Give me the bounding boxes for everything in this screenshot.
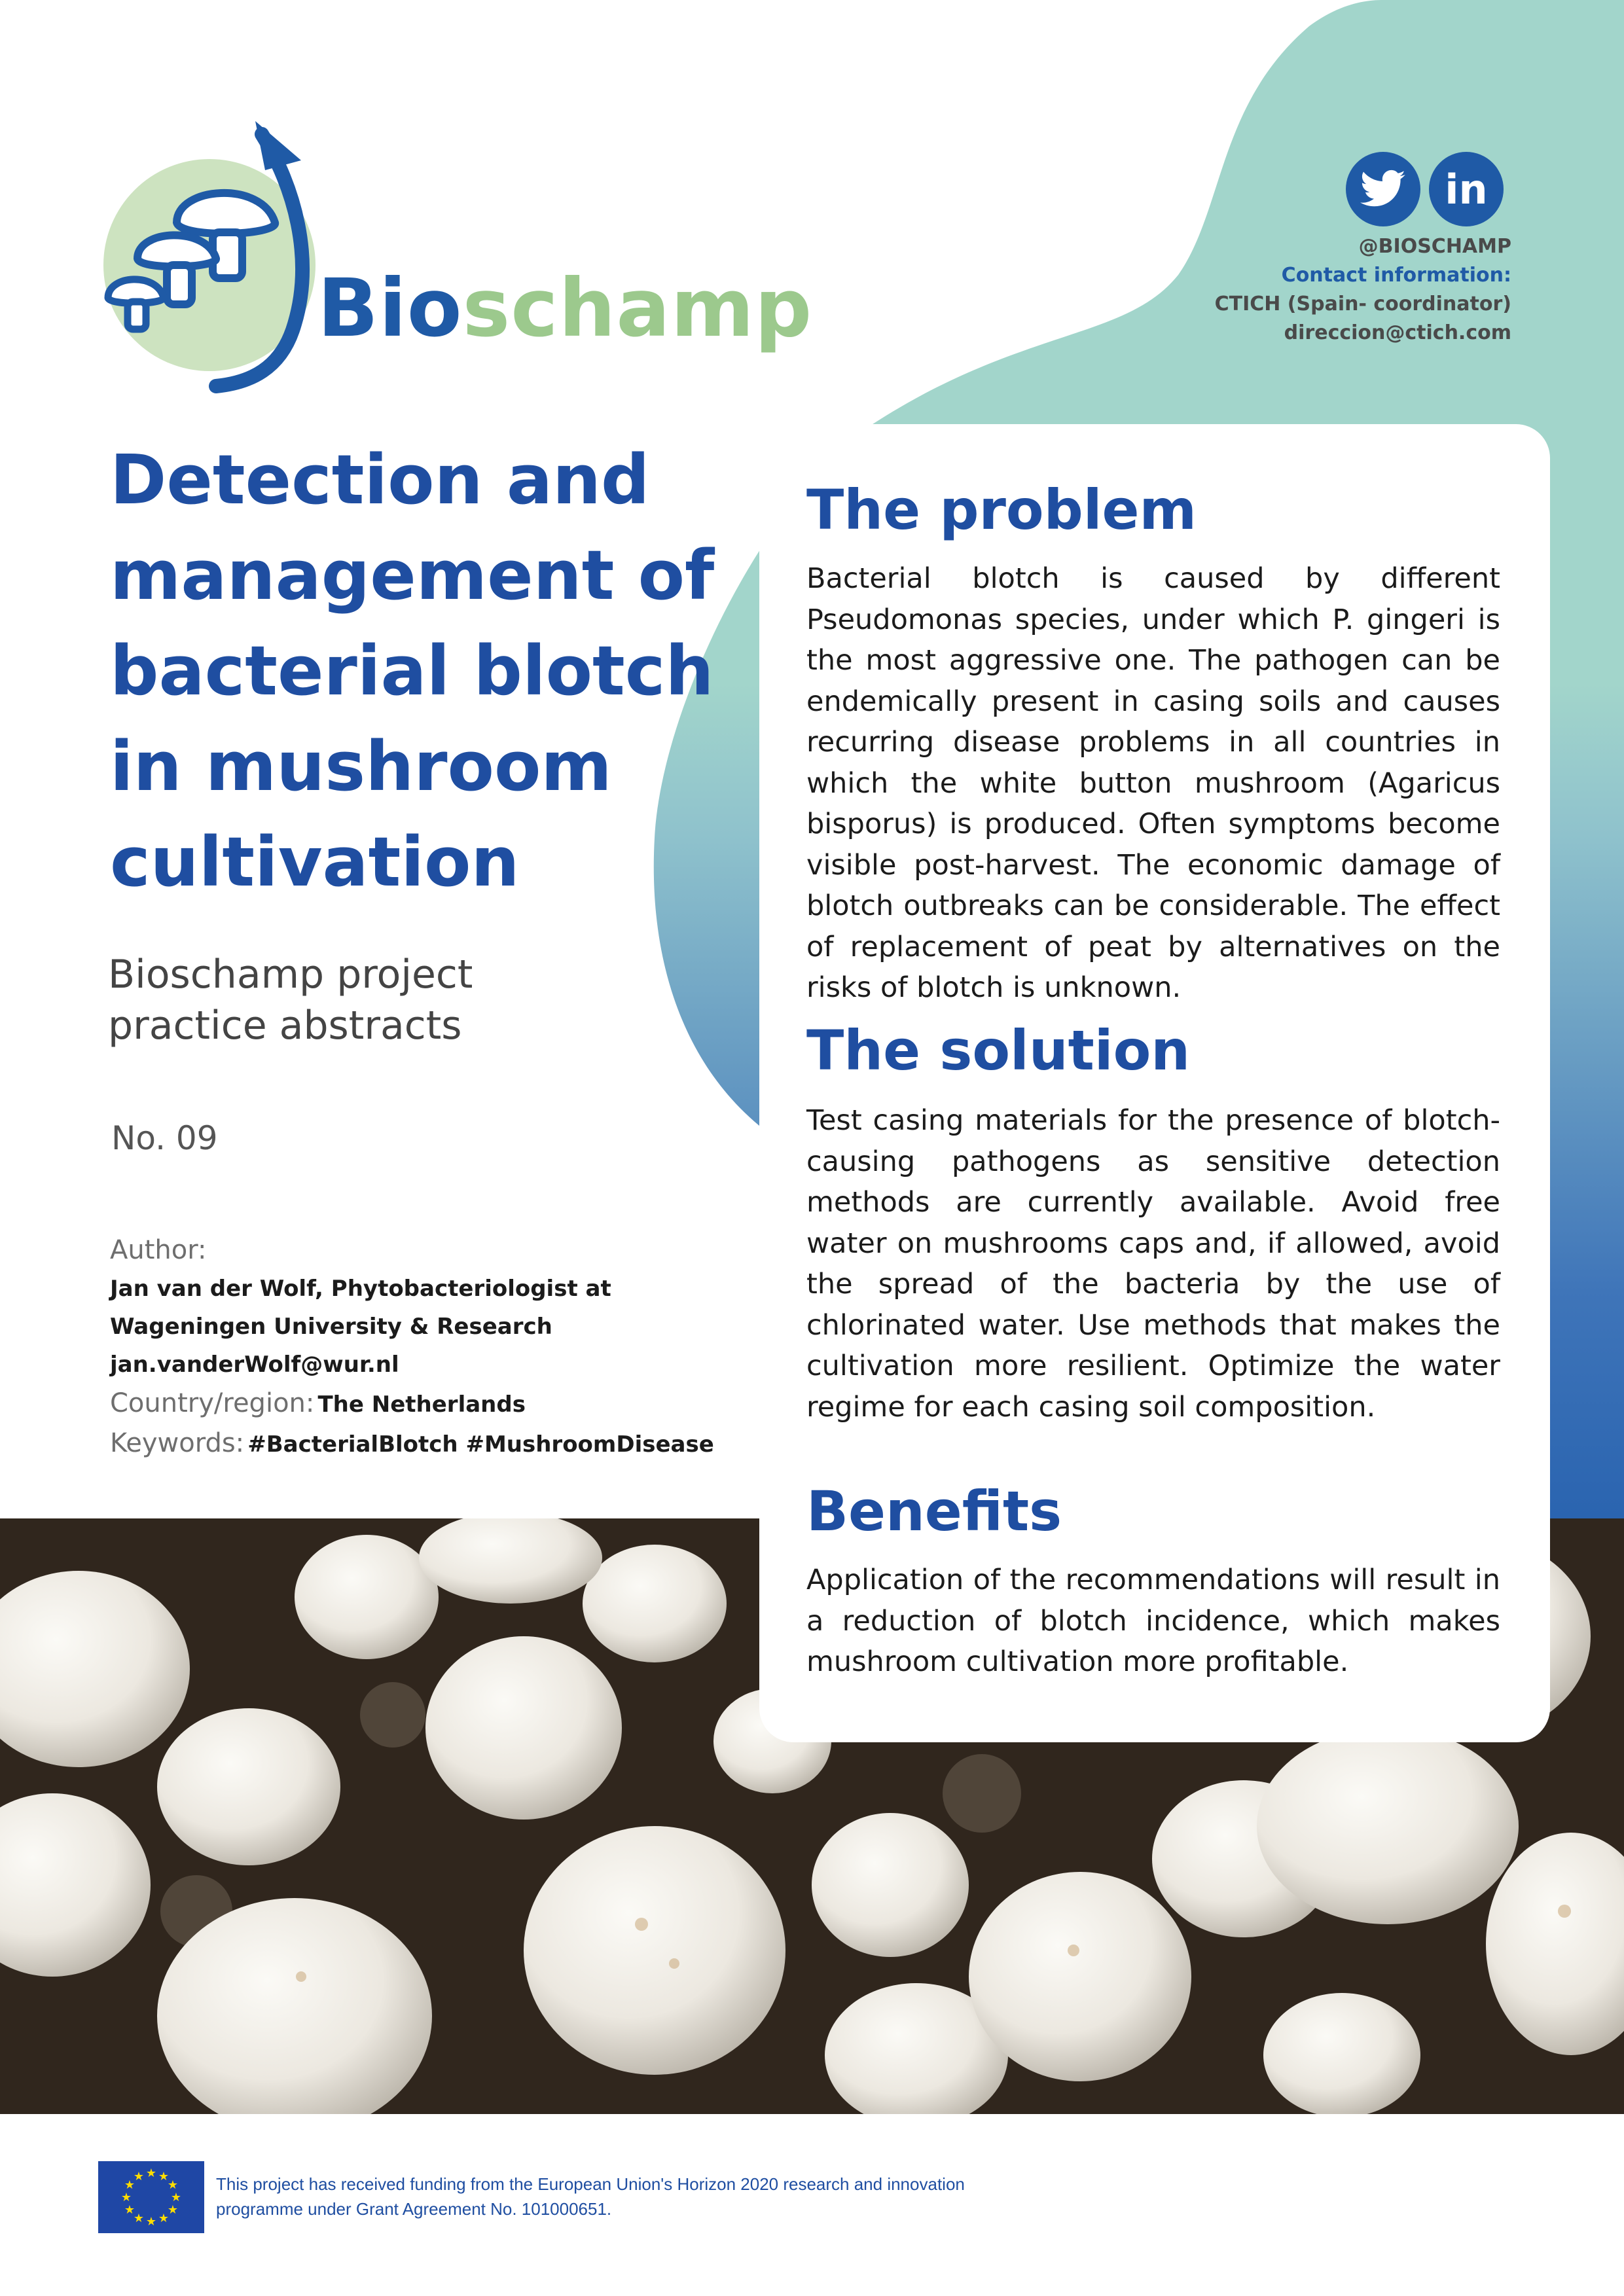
title-line: management of	[110, 535, 715, 615]
logo-word-part1: Bio	[317, 262, 463, 355]
logo-wordmark	[317, 262, 812, 355]
svg-text:★: ★	[170, 2191, 182, 2204]
svg-text:★: ★	[145, 2166, 157, 2180]
funding-line: programme under Grant Agreement No. 101000651.	[216, 2199, 612, 2219]
svg-text:★: ★	[124, 2203, 135, 2217]
author-label: Author:	[110, 1235, 207, 1265]
author-email[interactable]: jan.vanderWolf@wur.nl	[110, 1352, 399, 1378]
contact-label: Contact information:	[1281, 264, 1511, 287]
author-line: Jan van der Wolf, Phytobacteriologist at	[110, 1276, 611, 1302]
linkedin-icon[interactable]	[1429, 152, 1504, 226]
svg-text:★: ★	[120, 2191, 132, 2204]
svg-text:★: ★	[133, 2212, 145, 2225]
subtitle-line: practice abstracts	[108, 1003, 462, 1049]
country-row	[110, 1384, 751, 1424]
svg-text:★: ★	[167, 2178, 179, 2192]
title-line: bacterial blotch	[110, 631, 714, 711]
subtitle	[108, 949, 697, 1051]
solution-heading: The solution	[806, 1018, 1191, 1083]
svg-text:★: ★	[124, 2178, 135, 2192]
twitter-icon[interactable]	[1346, 152, 1420, 226]
subtitle-line: Bioschamp project	[108, 952, 473, 997]
twitter-bird-icon	[1360, 170, 1406, 209]
funding-line: This project has received funding from the European Union's Horizon 2020 research and innovation	[216, 2174, 965, 2194]
country-label: Country/region:	[110, 1388, 315, 1418]
bioschamp-logo	[98, 108, 813, 396]
eu-flag-icon	[98, 2161, 204, 2233]
coordinator-text: CTICH (Spain- coordinator)	[1214, 293, 1511, 315]
funding-notice	[216, 2172, 1067, 2221]
svg-text:★: ★	[145, 2215, 157, 2229]
eu-stars-icon	[98, 2161, 204, 2233]
svg-text:★: ★	[158, 2170, 170, 2183]
svg-text:★: ★	[133, 2170, 145, 2183]
contact-email: direccion@ctich.com	[1284, 321, 1511, 344]
problem-heading: The problem	[806, 478, 1197, 542]
benefits-text: Application of the recommendations will result in a reduction of blotch incidence, which makes mushroom cultivation more profitable.	[806, 1564, 1500, 1678]
benefits-heading: Benefits	[806, 1479, 1062, 1543]
social-handle: @BIOSCHAMP	[1358, 235, 1511, 258]
keywords-label: Keywords:	[110, 1428, 245, 1458]
svg-text:★: ★	[167, 2203, 179, 2217]
content-card	[759, 424, 1550, 1742]
logo-word-part2: schamp	[462, 262, 813, 355]
abstract-number: No. 09	[111, 1119, 218, 1157]
title-line: cultivation	[110, 822, 520, 902]
author-block	[110, 1230, 751, 1463]
title-line: in mushroom	[110, 726, 612, 806]
title-line: Detection and	[110, 440, 650, 520]
linkedin-glyph: in	[1445, 165, 1488, 213]
page-title	[110, 432, 732, 910]
keywords-value: #BacterialBlotch #MushroomDisease	[247, 1431, 714, 1458]
solution-text: Test casing materials for the presence of blotch-causing pathogens as sensitive detection methods are currently available. Avoid free water on mushrooms caps and, if allowed, avoid the spread of the bacteria by the use of chlorinated water. Use methods that makes the cultivation more resilient. Optimize the water regime for each casing soil composition.	[806, 1104, 1500, 1424]
author-line: Wageningen University & Research	[110, 1314, 552, 1340]
country-value: The Netherlands	[317, 1391, 526, 1418]
mushroom-logo-icon	[98, 108, 334, 396]
svg-text:★: ★	[158, 2212, 170, 2225]
keywords-row	[110, 1424, 751, 1463]
problem-text: Bacterial blotch is caused by different Pseudomonas species, under which P. gingeri is the most aggressive one. The pathogen can be endemically present in casing soils and causes recurring disease problems in all countries in which the white button mushroom (Agaricus bisporus) is produced. Often symptoms become visible post-harvest. The economic damage of blotch outbreaks can be considerable. The effect of replacement of peat by alternatives on the risks of blotch is unknown.	[806, 562, 1500, 1004]
